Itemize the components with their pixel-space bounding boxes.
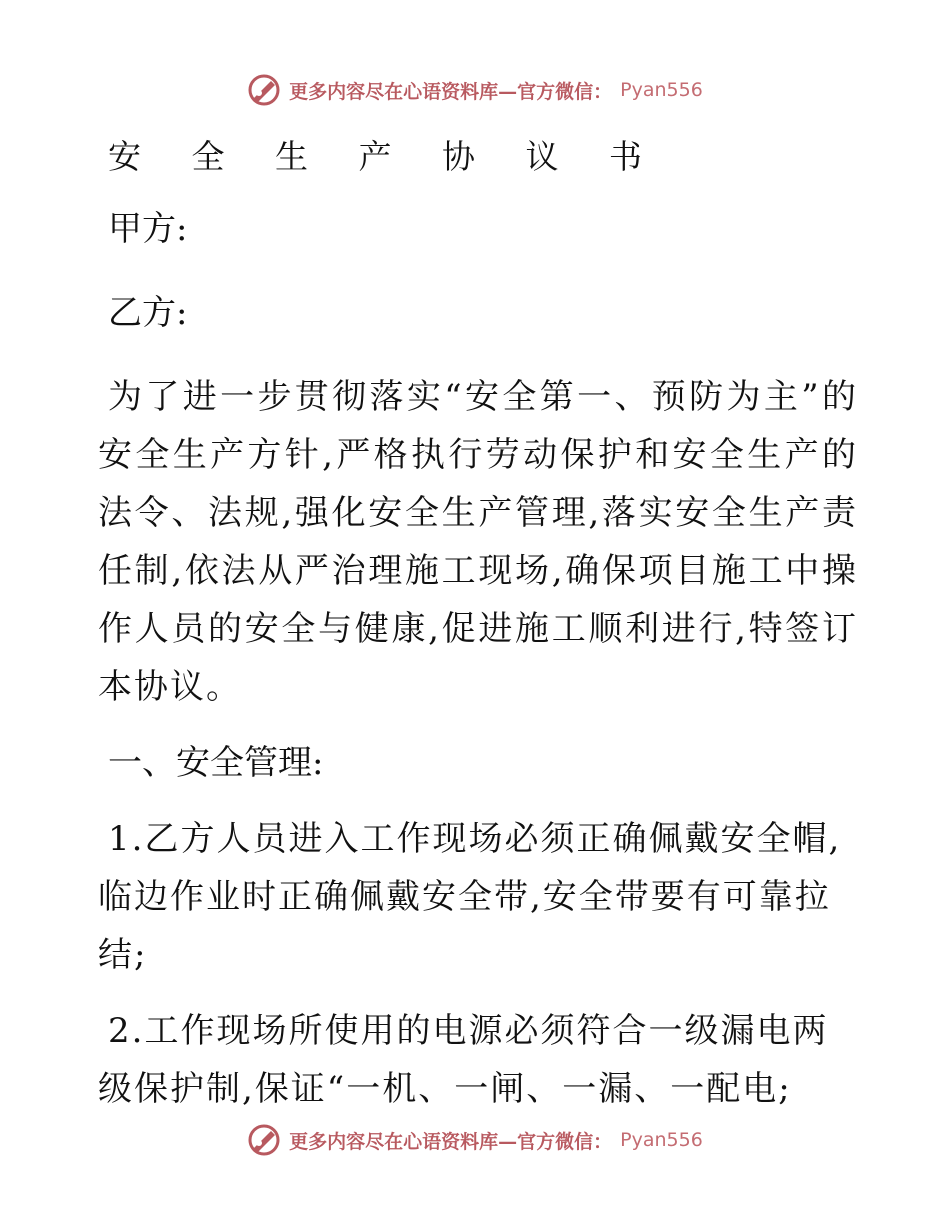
- document-title: 安 全 生 产 协 议 书: [108, 137, 662, 176]
- intro-paragraph: 为了进一步贯彻落实“安全第一、预防为主”的安全生产方针,严格执行劳动保护和安全生产的法令、法规,强化安全生产管理,落实安全生产责任制,依法从严治理施工现场,确保项目施工中操作人员的安全与健康,促进施工顺利进行,特签订本协议。: [98, 377, 858, 707]
- clause-2: 2.工作现场所使用的电源必须符合一级漏电两级保护制,保证“一机、一闸、一漏、一配电;: [98, 1011, 829, 1109]
- logo-icon: [247, 1123, 281, 1157]
- header-wechat-id: Pyan556: [620, 79, 703, 101]
- footer-banner-text: 更多内容尽在心语资料库—官方微信：: [289, 1130, 613, 1153]
- logo-icon: [247, 73, 281, 107]
- party-b-field: 乙方:: [108, 293, 188, 333]
- footer-banner: [0, 1120, 950, 1160]
- section-heading: 一、安全管理:: [108, 743, 324, 783]
- header-banner-text: 更多内容尽在心语资料库—官方微信：: [289, 80, 613, 103]
- clause-1: 1.乙方人员进入工作现场必须正确佩戴安全帽,临边作业时正确佩戴安全带,安全带要有可靠拉结;: [98, 819, 842, 975]
- document-body: [98, 120, 858, 1136]
- header-banner: [0, 70, 950, 110]
- party-a-field: 甲方:: [108, 209, 188, 249]
- footer-wechat-id: Pyan556: [620, 1129, 703, 1151]
